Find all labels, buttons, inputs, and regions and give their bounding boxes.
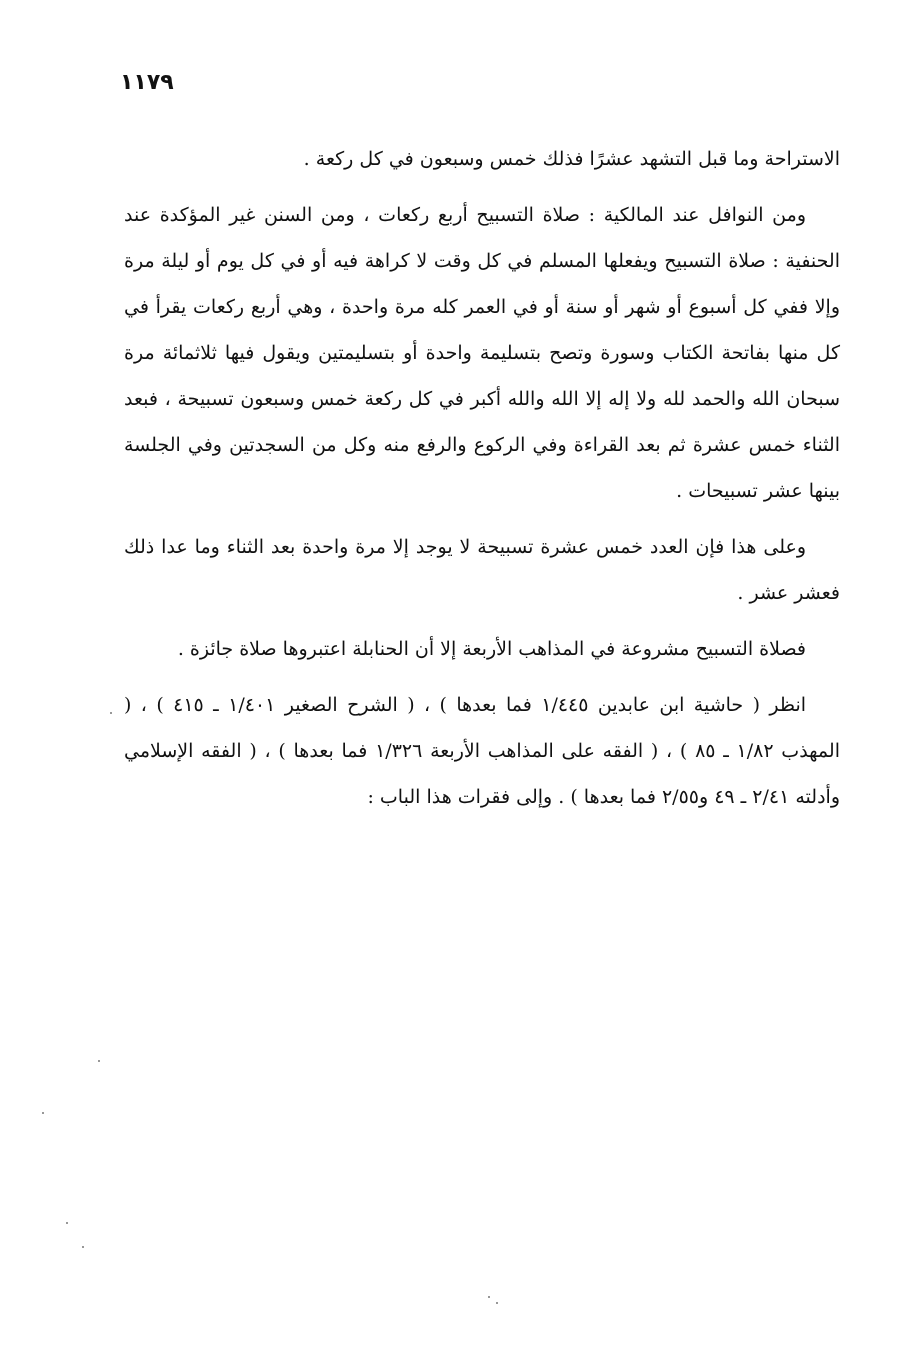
paragraph-continuation: الاستراحة وما قبل التشهد عشرًا فذلك خمس وسبعون في كل ركعة . — [303, 148, 840, 170]
paragraph-references: انظر ( حاشية ابن عابدين ١/٤٤٥ فما بعدها ) ، ( الشرح الصغير ١/٤٠١ ـ ٤١٥ ) ، ( المهذب ١/٨٢ ـ ٨٥ ) ، ( الفقه على المذاهب الأربعة ١/٣٢٦ فما بعدها ) ، ( الفقه الإسلامي وأدلته ٢/٤١ ـ ٤٩ و٢/٥٥ فما بعدها ) . وإلى فقرات هذا الباب : — [124, 694, 840, 808]
scan-speck — [82, 1246, 84, 1248]
paragraph-count-note: وعلى هذا فإن العدد خمس عشرة تسبيحة لا يوجد إلا مرة واحدة بعد الثناء وما عدا ذلك فعشر عشر . — [124, 536, 840, 604]
paragraph-ruling: فصلاة التسبيح مشروعة في المذاهب الأربعة إلا أن الحنابلة اعتبروها صلاة جائزة . — [177, 638, 806, 660]
scan-speck — [488, 1296, 490, 1298]
scan-speck — [110, 712, 112, 714]
body-text — [124, 136, 840, 830]
scan-speck — [496, 1302, 498, 1304]
scan-speck — [42, 1112, 44, 1114]
page-number: ١١٧٩ — [120, 70, 174, 95]
scan-speck — [66, 1222, 68, 1224]
scan-speck — [98, 1060, 100, 1062]
paragraph-tasbih-prayer: ومن النوافل عند المالكية : صلاة التسبيح أربع ركعات ، ومن السنن غير المؤكدة عند الحنفية : صلاة التسبيح ويفعلها المسلم في كل وقت لا كراهة فيه أو في كل يوم أو ليلة مرة وإلا ففي كل أسبوع أو شهر أو سنة أو في العمر كله مرة واحدة ، وهي أربع ركعات يقرأ في كل منها بفاتحة الكتاب وسورة وتصح بتسليمة واحدة أو بتسليمتين ويقول فيها ثلاثمائة مرة سبحان الله والحمد لله ولا إله إلا الله والله أكبر في كل ركعة خمس وسبعون تسبيحة ، فبعد الثناء خمس عشرة ثم بعد القراءة وفي الركوع والرفع منه وكل من السجدتين وفي الجلسة بينها عشر تسبيحات . — [124, 204, 840, 502]
